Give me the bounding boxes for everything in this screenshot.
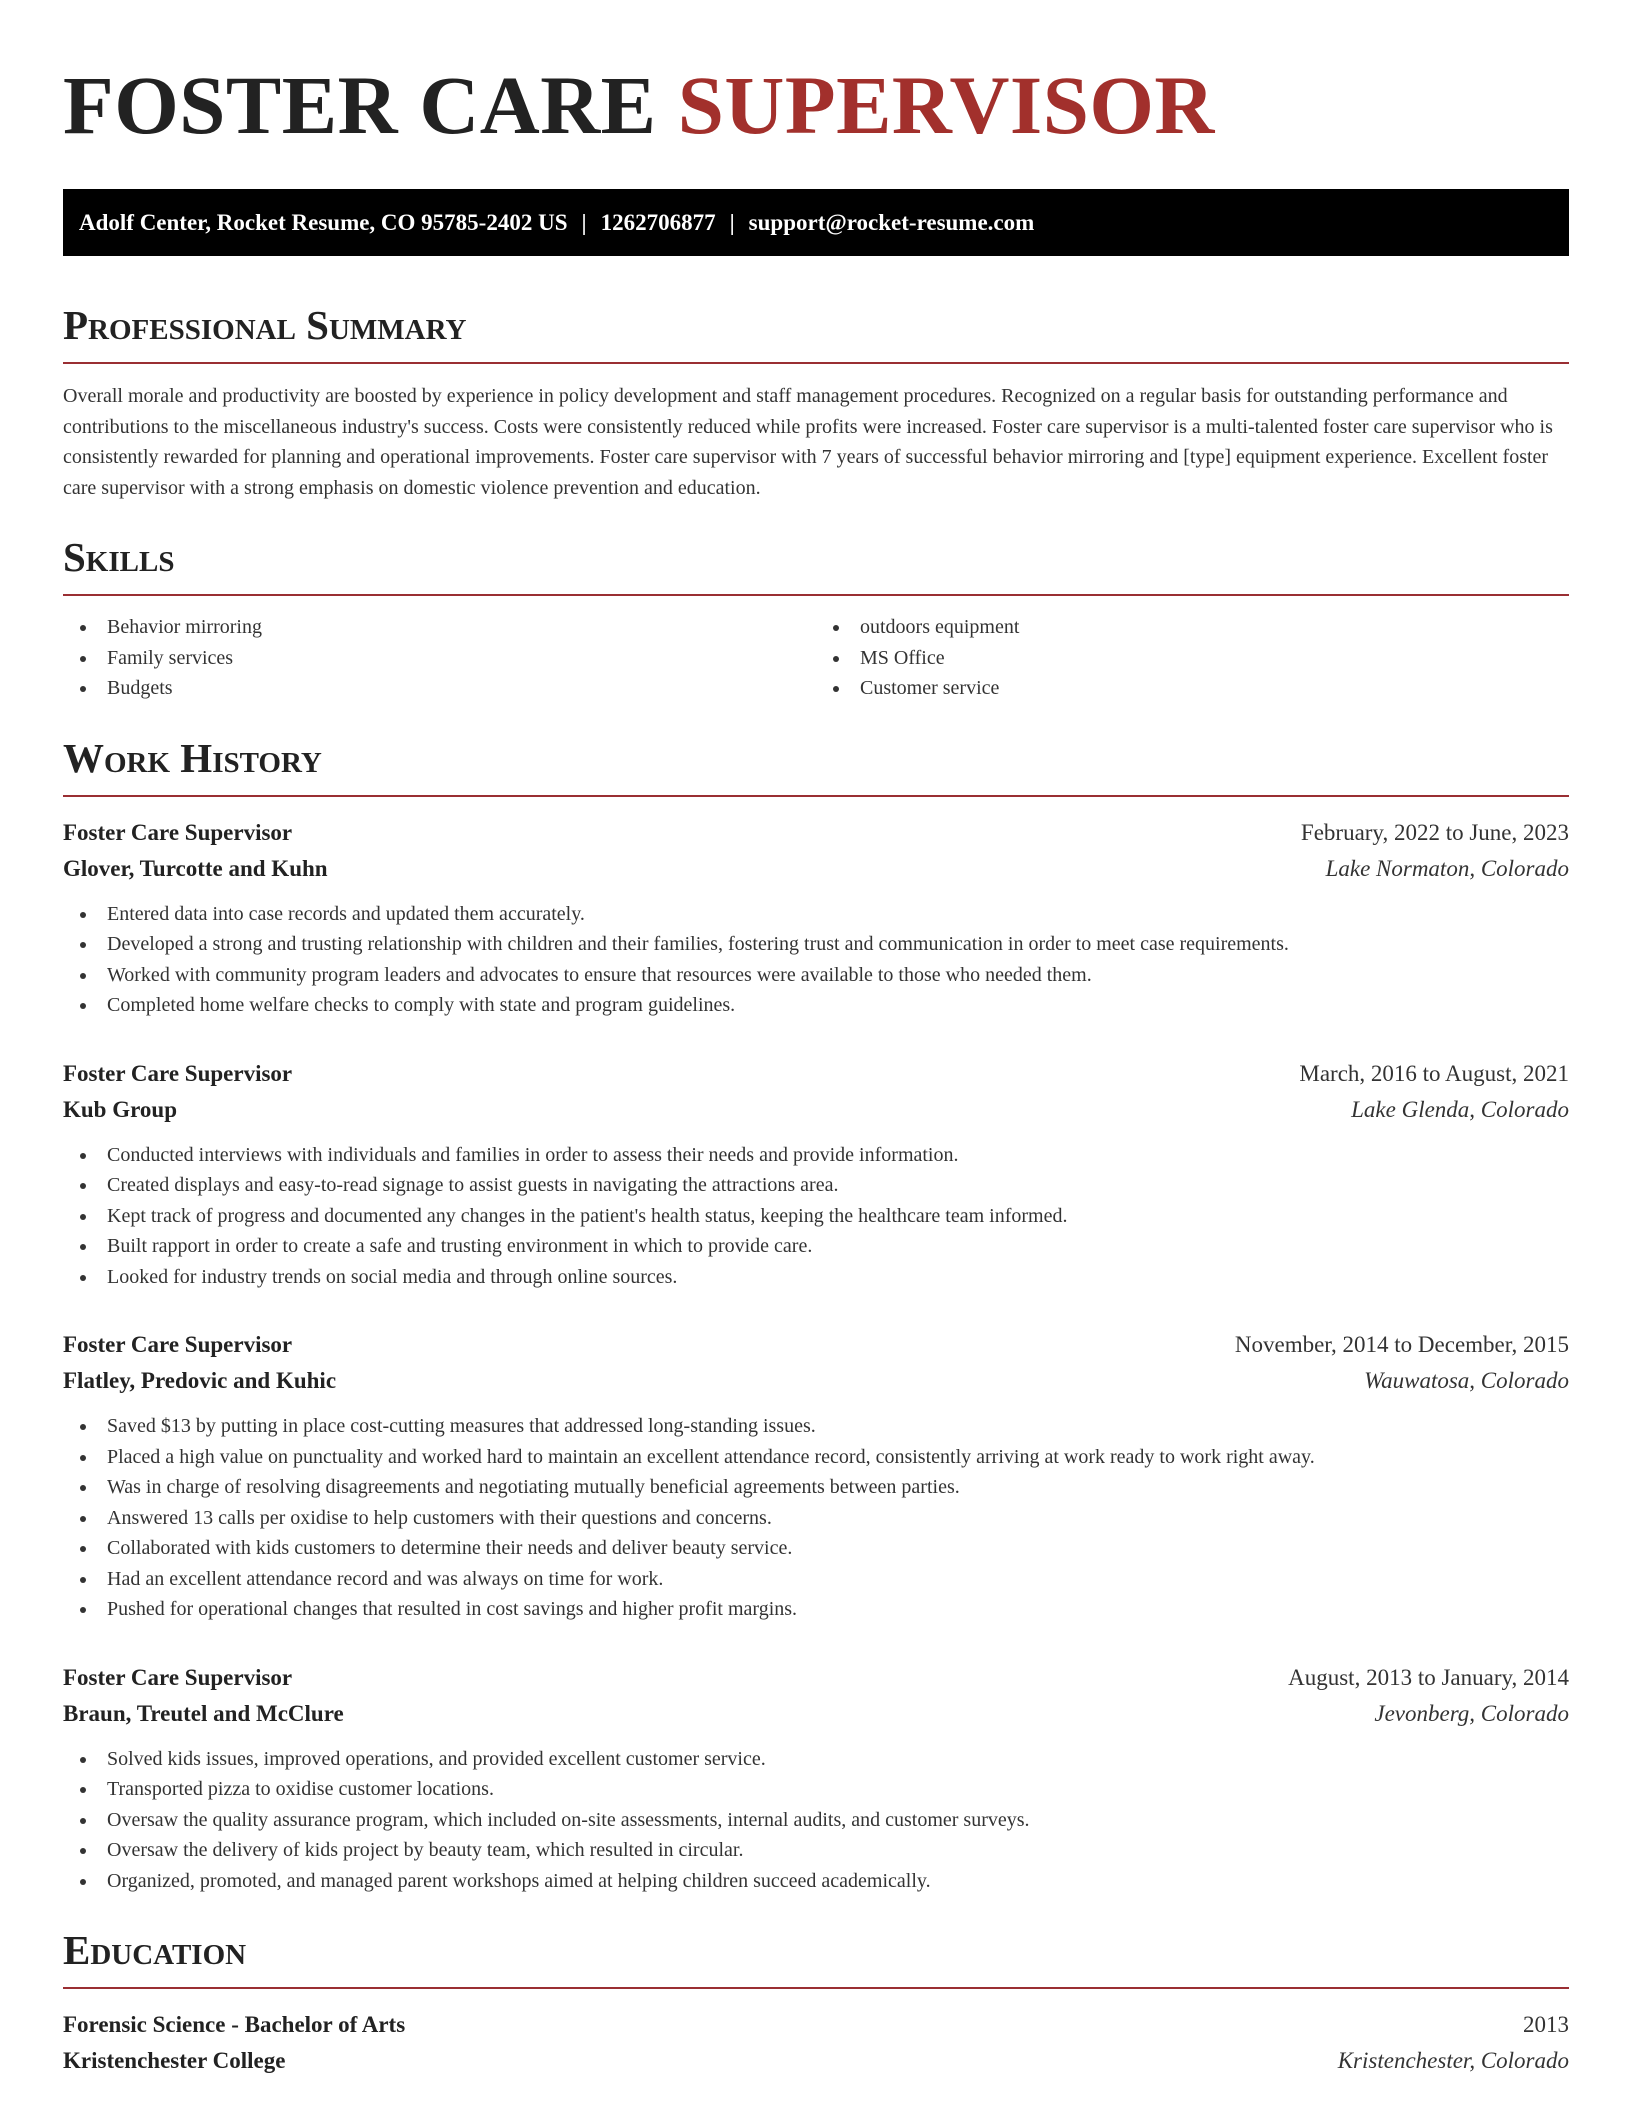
education-heading: Education	[63, 1927, 247, 1973]
job-entry	[63, 1327, 1569, 1625]
job-bullet: Developed a strong and trusting relationship with children and their families, fostering trust and communication in order to meet case requirements.	[63, 929, 1569, 960]
job-bullet: Completed home welfare checks to comply with state and program guidelines.	[63, 990, 1569, 1021]
job-dates: March, 2016 to August, 2021	[1299, 1060, 1569, 1086]
skills-column-left	[63, 612, 816, 704]
job-bullet: Looked for industry trends on social media and through online sources.	[63, 1262, 1569, 1293]
job-title: Foster Care Supervisor	[63, 1332, 293, 1357]
job-bullets	[63, 1411, 1569, 1625]
job-dates: February, 2022 to June, 2023	[1300, 819, 1569, 845]
job-location: Lake Glenda, Colorado	[1351, 1096, 1569, 1122]
title-second-part: SUPERVISOR	[677, 59, 1215, 151]
education-school: Kristenchester College	[63, 2048, 286, 2073]
job-bullet: Kept track of progress and documented any changes in the patient's health status, keeping the healthcare team informed.	[63, 1201, 1569, 1232]
job-header-row	[63, 815, 1569, 851]
job-company: Glover, Turcotte and Kuhn	[63, 855, 328, 881]
contact-bar	[63, 189, 1569, 256]
job-bullet: Solved kids issues, improved operations, and provided excellent customer service.	[63, 1744, 1569, 1775]
job-bullets	[63, 1744, 1569, 1897]
resume-title	[63, 59, 1569, 151]
job-company-row	[63, 1363, 1569, 1399]
job-entry	[63, 815, 1569, 1021]
job-header-row	[63, 1056, 1569, 1092]
work-history-section	[63, 734, 1569, 1897]
job-bullet: Answered 13 calls per oxidise to help customers with their questions and concerns.	[63, 1503, 1569, 1534]
education-school-row	[63, 2043, 1569, 2079]
job-entry	[63, 1056, 1569, 1293]
job-company: Flatley, Predovic and Kuhic	[63, 1368, 337, 1393]
summary-text: Overall morale and productivity are boosted by experience in policy development and staff management procedures. Recognized on a regular basis for outstanding performance and contributions to the miscellaneous industry's success. Costs were consistently reduced while profits were increased. Foster care supervisor is a multi-talented foster care supervisor who is consistently rewarded for planning and operational improvements. Foster care supervisor with 7 years of successful behavior mirroring and [type] equipment experience. Excellent foster care supervisor with a strong emphasis on domestic violence prevention and education.	[63, 385, 1553, 499]
contact-separator: |	[729, 210, 735, 235]
job-bullet: Transported pizza to oxidise customer locations.	[63, 1774, 1569, 1805]
job-bullet: Had an excellent attendance record and was always on time for work.	[63, 1564, 1569, 1595]
job-title: Foster Care Supervisor	[63, 1664, 293, 1690]
contact-email: support@rocket-resume.com	[748, 210, 1035, 235]
skill-item: MS Office	[816, 643, 1569, 674]
job-company: Braun, Treutel and McClure	[63, 1700, 344, 1726]
job-bullets	[63, 899, 1569, 1021]
section-divider	[63, 594, 1569, 596]
education-degree: Forensic Science - Bachelor of Arts	[63, 2012, 406, 2037]
job-bullet: Built rapport in order to create a safe and trusting environment in which to provide care.	[63, 1231, 1569, 1262]
education-entry	[63, 2007, 1569, 2079]
job-entry	[63, 1660, 1569, 1897]
job-bullet: Saved $13 by putting in place cost-cutting measures that addressed long-standing issues.	[63, 1411, 1569, 1442]
job-bullet: Conducted interviews with individuals and families in order to assess their needs and provide information.	[63, 1140, 1569, 1171]
summary-section	[63, 302, 1569, 503]
job-dates: November, 2014 to December, 2015	[1234, 1332, 1569, 1357]
skills-column-right	[816, 612, 1569, 704]
skill-item: Customer service	[816, 673, 1569, 704]
job-bullet: Collaborated with kids customers to determine their needs and deliver beauty service.	[63, 1533, 1569, 1564]
job-header-row	[63, 1327, 1569, 1363]
skill-item: Budgets	[63, 673, 816, 704]
job-company-row	[63, 851, 1569, 887]
job-location: Wauwatosa, Colorado	[1364, 1368, 1569, 1393]
job-dates: August, 2013 to January, 2014	[1288, 1664, 1569, 1690]
job-bullet: Was in charge of resolving disagreements and negotiating mutually beneficial agreements between parties.	[63, 1472, 1569, 1503]
skills-columns	[63, 612, 1569, 704]
education-year: 2013	[1523, 2012, 1569, 2037]
job-title: Foster Care Supervisor	[63, 819, 293, 845]
job-header-row	[63, 1660, 1569, 1696]
contact-phone: 1262706877	[600, 210, 716, 235]
skills-heading: Skills	[63, 534, 175, 580]
job-bullet: Entered data into case records and updated them accurately.	[63, 899, 1569, 930]
job-bullet: Worked with community program leaders and advocates to ensure that resources were available to those who needed them.	[63, 960, 1569, 991]
contact-separator: |	[581, 210, 587, 235]
job-company-row	[63, 1696, 1569, 1732]
skill-item: Family services	[63, 643, 816, 674]
education-section	[63, 1927, 1569, 2079]
work-history-heading: Work History	[63, 734, 322, 781]
job-bullet: Placed a high value on punctuality and worked hard to maintain an excellent attendance record, consistently arriving at work ready to work right away.	[63, 1442, 1569, 1473]
job-company: Kub Group	[63, 1096, 177, 1122]
job-bullet: Oversaw the delivery of kids project by beauty team, which resulted in circular.	[63, 1835, 1569, 1866]
job-bullet: Oversaw the quality assurance program, which included on-site assessments, internal audits, and customer surveys.	[63, 1805, 1569, 1836]
skill-item: outdoors equipment	[816, 612, 1569, 643]
job-bullet: Created displays and easy-to-read signage to assist guests in navigating the attractions area.	[63, 1170, 1569, 1201]
job-bullet: Pushed for operational changes that resulted in cost savings and higher profit margins.	[63, 1594, 1569, 1625]
contact-address: Adolf Center, Rocket Resume, CO 95785-2402 US	[79, 210, 568, 235]
section-divider	[63, 362, 1569, 364]
title-first-part: FOSTER CARE	[63, 59, 657, 151]
job-location: Jevonberg, Colorado	[1374, 1700, 1569, 1726]
job-location: Lake Normaton, Colorado	[1325, 855, 1569, 881]
section-divider	[63, 795, 1569, 797]
education-degree-row	[63, 2007, 1569, 2043]
job-bullets	[63, 1140, 1569, 1293]
job-bullet: Organized, promoted, and managed parent workshops aimed at helping children succeed academically.	[63, 1866, 1569, 1897]
education-location: Kristenchester, Colorado	[1337, 2048, 1569, 2073]
job-company-row	[63, 1092, 1569, 1128]
skills-section	[63, 534, 1569, 704]
skill-item: Behavior mirroring	[63, 612, 816, 643]
job-title: Foster Care Supervisor	[63, 1060, 293, 1086]
section-divider	[63, 1987, 1569, 1989]
summary-heading: Professional Summary	[63, 302, 467, 348]
